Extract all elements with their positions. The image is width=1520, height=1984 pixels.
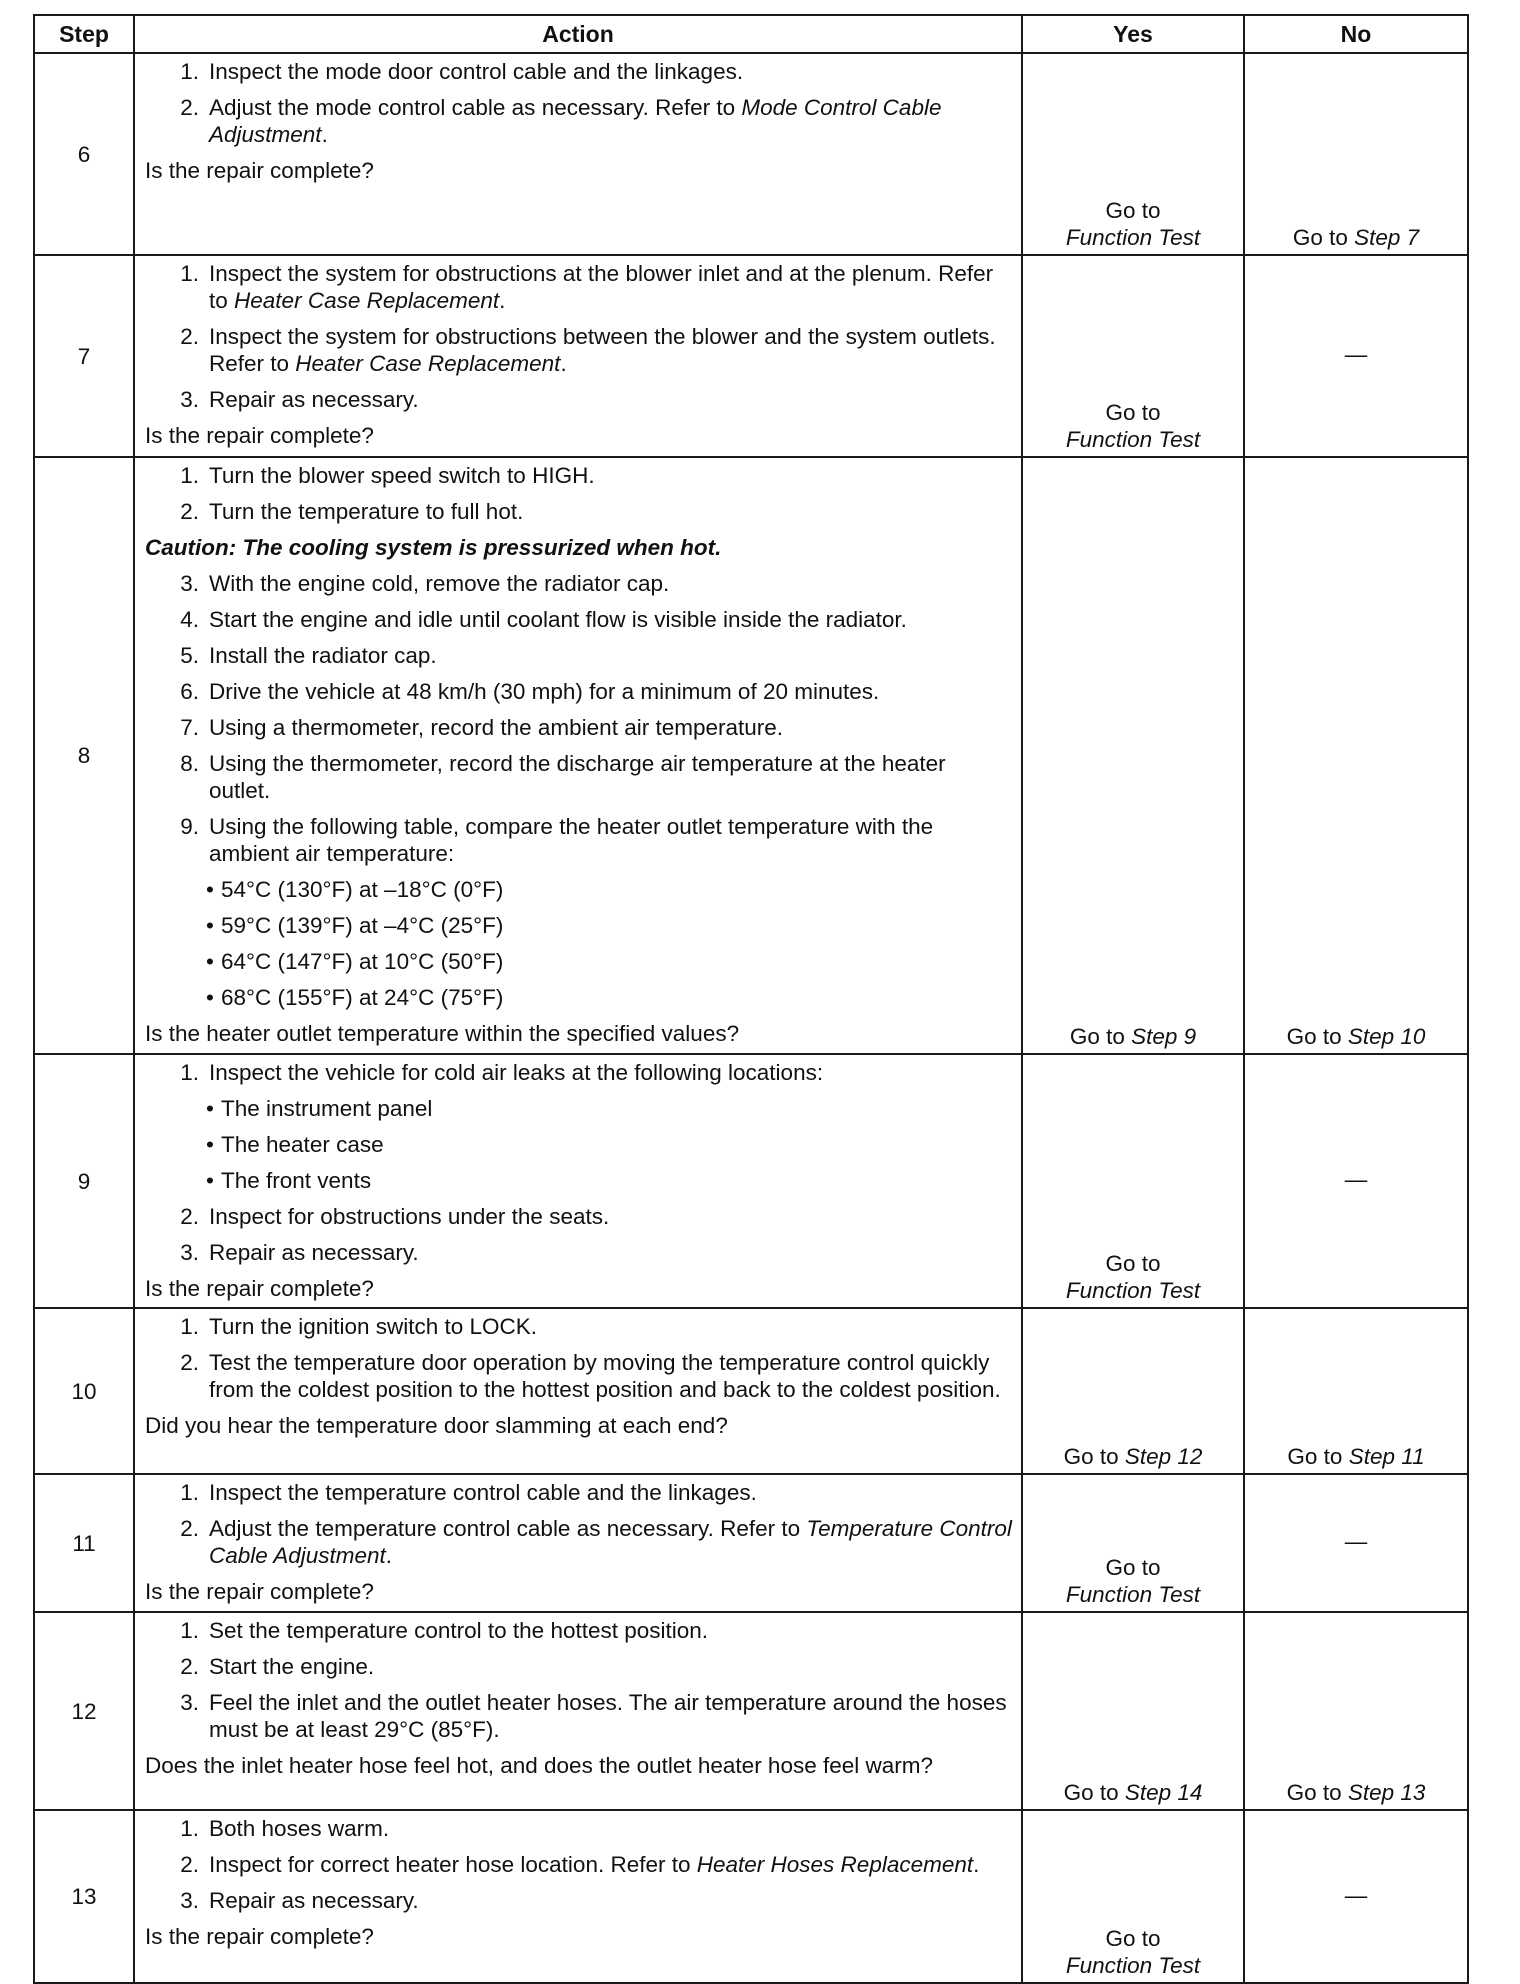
item-text <box>209 813 1013 867</box>
item-after: . <box>385 1543 393 1568</box>
item-body: Using the thermometer, record the discharge air temperature at the heater outlet. <box>209 751 946 803</box>
item-text <box>209 1239 1013 1266</box>
item-number: 2. <box>180 1204 199 1229</box>
item-number: 4. <box>180 607 199 632</box>
item-body: Inspect the system for obstructions between the blower and the system outlets. Refer to <box>209 324 996 376</box>
item-text <box>209 606 1013 633</box>
goto-prefix: Go to <box>1105 400 1161 425</box>
table-row <box>34 1474 1468 1612</box>
bullet-icon: • <box>206 877 214 902</box>
list-item <box>145 570 1013 597</box>
bullet-text: The instrument panel <box>221 1096 433 1121</box>
diagnostic-table <box>33 14 1469 1984</box>
step-question: Is the heater outlet temperature within the specified values? <box>145 1021 740 1046</box>
list-item <box>145 606 1013 633</box>
caution-note: Caution: The cooling system is pressurized when hot. <box>145 535 722 560</box>
list-item <box>145 1815 1013 1842</box>
item-text <box>209 462 1013 489</box>
bullet-icon: • <box>206 1132 214 1157</box>
step-question: Is the repair complete? <box>145 1924 374 1949</box>
step-question: Is the repair complete? <box>145 1579 374 1604</box>
action-cell <box>134 1810 1022 1983</box>
item-body: Start the engine. <box>209 1654 375 1679</box>
no-outcome <box>1244 1474 1468 1612</box>
item-number: 5. <box>180 643 199 668</box>
item-body: Repair as necessary. <box>209 1888 419 1913</box>
goto-prefix: Go to <box>1063 1780 1125 1805</box>
step-number: 11 <box>34 1474 134 1612</box>
bullet-item <box>145 1167 1013 1194</box>
list-item <box>145 462 1013 489</box>
bullet-icon: • <box>206 1168 214 1193</box>
item-body: Inspect the system for obstructions at the blower inlet and at the plenum. Refer to <box>209 261 994 313</box>
item-text <box>209 642 1013 669</box>
item-body: Inspect for correct heater hose location. Refer to <box>209 1852 697 1877</box>
bullet-text: 59°C (139°F) at –4°C (25°F) <box>221 913 504 938</box>
item-text <box>209 498 1013 525</box>
step-question: Is the repair complete? <box>145 423 374 448</box>
goto-target: Step 12 <box>1124 1444 1203 1469</box>
yes-outcome <box>1022 1474 1244 1612</box>
goto-target: Function Test <box>1065 427 1201 452</box>
step-number: 10 <box>34 1308 134 1474</box>
goto-target: Step 14 <box>1124 1780 1203 1805</box>
item-text <box>209 1515 1013 1569</box>
list-item <box>145 1689 1013 1743</box>
item-text <box>209 58 1013 85</box>
bullet-icon: • <box>206 985 214 1010</box>
goto-target: Function Test <box>1065 1953 1201 1978</box>
goto-prefix: Go to <box>1063 1444 1125 1469</box>
item-number: 1. <box>180 261 199 286</box>
item-text <box>209 750 1013 804</box>
table-row <box>34 1810 1468 1983</box>
step-number: 12 <box>34 1612 134 1810</box>
action-cell <box>134 457 1022 1054</box>
goto-target: Step 7 <box>1354 225 1420 250</box>
list-item <box>145 498 1013 525</box>
item-number: 2. <box>180 1516 199 1541</box>
item-number: 3. <box>180 1240 199 1265</box>
yes-outcome <box>1022 1612 1244 1810</box>
item-number: 3. <box>180 1690 199 1715</box>
no-action-dash: — <box>1344 1167 1368 1192</box>
goto-prefix: Go to <box>1286 1024 1348 1049</box>
item-body: Turn the blower speed switch to HIGH. <box>209 463 595 488</box>
item-text <box>209 1887 1013 1914</box>
bullet-text: 68°C (155°F) at 24°C (75°F) <box>221 985 504 1010</box>
table-row <box>34 1054 1468 1308</box>
goto-target: Function Test <box>1065 1582 1201 1607</box>
item-text <box>209 323 1013 377</box>
item-number: 1. <box>180 463 199 488</box>
action-cell <box>134 255 1022 457</box>
list-item <box>145 813 1013 867</box>
list-item <box>145 750 1013 804</box>
item-body: Drive the vehicle at 48 km/h (30 mph) for a minimum of 20 minutes. <box>209 679 880 704</box>
action-cell <box>134 1054 1022 1308</box>
item-body: Both hoses warm. <box>209 1816 390 1841</box>
list-item <box>145 678 1013 705</box>
item-text <box>209 570 1013 597</box>
goto-target: Step 9 <box>1131 1024 1197 1049</box>
step-question: Is the repair complete? <box>145 1276 374 1301</box>
bullet-icon: • <box>206 913 214 938</box>
item-number: 2. <box>180 499 199 524</box>
procedure-reference: Temperature Control Cable Adjustment <box>209 1516 1012 1568</box>
goto-target: Step 11 <box>1348 1444 1425 1469</box>
action-cell <box>134 1308 1022 1474</box>
item-body: Feel the inlet and the outlet heater hoses. The air temperature around the hoses must be at least 29°C (85°F). <box>209 1690 1007 1742</box>
item-body: Install the radiator cap. <box>209 643 437 668</box>
item-after: . <box>499 288 506 313</box>
goto-prefix: Go to <box>1105 1926 1161 1951</box>
bullet-text: 64°C (147°F) at 10°C (50°F) <box>221 949 504 974</box>
item-number: 3. <box>180 571 199 596</box>
bullet-icon: • <box>206 1096 214 1121</box>
header-step: Step <box>34 15 134 53</box>
no-outcome <box>1244 1308 1468 1474</box>
yes-outcome <box>1022 53 1244 255</box>
list-item <box>145 1617 1013 1644</box>
list-item <box>145 642 1013 669</box>
table-row <box>34 255 1468 457</box>
no-action-dash: — <box>1344 342 1368 367</box>
item-body: Inspect the mode door control cable and the linkages. <box>209 59 744 84</box>
header-no: No <box>1244 15 1468 53</box>
no-action-dash: — <box>1344 1529 1368 1554</box>
list-item <box>145 260 1013 314</box>
procedure-reference: Heater Case Replacement <box>234 288 500 313</box>
no-outcome <box>1244 255 1468 457</box>
bullet-item <box>145 984 1013 1011</box>
item-number: 9. <box>180 814 199 839</box>
bullet-item <box>145 1131 1013 1158</box>
goto-prefix: Go to <box>1105 1251 1161 1276</box>
goto-prefix: Go to <box>1286 1780 1348 1805</box>
item-text <box>209 386 1013 413</box>
list-item <box>145 1887 1013 1914</box>
bullet-item <box>145 1095 1013 1122</box>
item-number: 2. <box>180 1350 199 1375</box>
step-number: 8 <box>34 457 134 1054</box>
item-text <box>209 1851 1013 1878</box>
header-action: Action <box>134 15 1022 53</box>
item-number: 3. <box>180 387 199 412</box>
item-body: Repair as necessary. <box>209 1240 419 1265</box>
item-text <box>209 1059 1013 1086</box>
yes-outcome <box>1022 255 1244 457</box>
item-text <box>209 714 1013 741</box>
goto-prefix: Go to <box>1105 1555 1161 1580</box>
goto-target: Function Test <box>1065 225 1201 250</box>
list-item <box>145 1239 1013 1266</box>
step-question: Does the inlet heater hose feel hot, and does the outlet heater hose feel warm? <box>145 1753 934 1778</box>
item-text <box>209 1815 1013 1842</box>
goto-target: Step 13 <box>1347 1780 1426 1805</box>
yes-outcome <box>1022 1308 1244 1474</box>
item-body: Adjust the mode control cable as necessary. Refer to <box>209 95 742 120</box>
item-number: 1. <box>180 1060 199 1085</box>
item-after: . <box>973 1852 980 1877</box>
header-row <box>34 15 1468 53</box>
table-row <box>34 1308 1468 1474</box>
item-number: 1. <box>180 1816 199 1841</box>
item-body: Using the following table, compare the heater outlet temperature with the ambient air temperature: <box>209 814 934 866</box>
action-cell <box>134 1612 1022 1810</box>
goto-prefix: Go to <box>1287 1444 1349 1469</box>
item-number: 2. <box>180 324 199 349</box>
item-body: Set the temperature control to the hottest position. <box>209 1618 709 1643</box>
item-text <box>209 1479 1013 1506</box>
list-item <box>145 1313 1013 1340</box>
item-number: 7. <box>180 715 199 740</box>
goto-prefix: Go to <box>1069 1024 1132 1049</box>
item-number: 1. <box>180 1480 199 1505</box>
list-item <box>145 1203 1013 1230</box>
item-number: 1. <box>180 1618 199 1643</box>
goto-prefix: Go to <box>1105 198 1161 223</box>
item-text <box>209 260 1013 314</box>
item-number: 8. <box>180 751 199 776</box>
list-item <box>145 1479 1013 1506</box>
no-outcome <box>1244 1810 1468 1983</box>
goto-target: Function Test <box>1065 1278 1201 1303</box>
item-body: Turn the temperature to full hot. <box>209 499 524 524</box>
yes-outcome <box>1022 1054 1244 1308</box>
list-item <box>145 94 1013 148</box>
bullet-item <box>145 948 1013 975</box>
item-number: 1. <box>180 59 199 84</box>
step-number: 13 <box>34 1810 134 1983</box>
bullet-item <box>145 876 1013 903</box>
item-body: Start the engine and idle until coolant flow is visible inside the radiator. <box>209 607 907 632</box>
item-number: 1. <box>180 1314 199 1339</box>
bullet-icon: • <box>206 949 214 974</box>
item-body: Using a thermometer, record the ambient air temperature. <box>209 715 784 740</box>
list-item <box>145 1349 1013 1403</box>
item-text <box>209 1349 1013 1403</box>
bullet-text: The heater case <box>221 1132 384 1157</box>
list-item <box>145 1059 1013 1086</box>
step-number: 7 <box>34 255 134 457</box>
item-number: 6. <box>180 679 199 704</box>
step-question: Is the repair complete? <box>145 158 374 183</box>
list-item <box>145 1653 1013 1680</box>
goto-prefix: Go to <box>1292 225 1355 250</box>
bullet-item <box>145 912 1013 939</box>
list-item <box>145 1851 1013 1878</box>
list-item <box>145 714 1013 741</box>
item-text <box>209 94 1013 148</box>
table-row <box>34 457 1468 1054</box>
item-after: . <box>321 122 328 147</box>
no-outcome <box>1244 457 1468 1054</box>
list-item <box>145 386 1013 413</box>
step-question: Did you hear the temperature door slamming at each end? <box>145 1413 728 1438</box>
item-number: 2. <box>180 1654 199 1679</box>
item-body: Repair as necessary. <box>209 387 419 412</box>
list-item <box>145 323 1013 377</box>
item-text <box>209 1313 1013 1340</box>
yes-outcome <box>1022 457 1244 1054</box>
step-number: 6 <box>34 53 134 255</box>
table-row <box>34 1612 1468 1810</box>
step-number: 9 <box>34 1054 134 1308</box>
item-body: Turn the ignition switch to LOCK. <box>209 1314 538 1339</box>
no-action-dash: — <box>1344 1882 1368 1908</box>
item-body: Inspect the temperature control cable and the linkages. <box>209 1480 757 1505</box>
no-outcome <box>1244 53 1468 255</box>
item-after: . <box>560 351 567 376</box>
item-body: Adjust the temperature control cable as necessary. Refer to <box>209 1516 807 1541</box>
procedure-reference: Heater Hoses Replacement <box>696 1852 974 1877</box>
item-number: 3. <box>180 1888 199 1913</box>
procedure-reference: Heater Case Replacement <box>295 351 561 376</box>
list-item <box>145 1515 1013 1569</box>
item-text <box>209 1653 1013 1680</box>
procedure-reference: Mode Control Cable Adjustment <box>209 95 942 147</box>
item-number: 2. <box>180 95 199 120</box>
list-item <box>145 58 1013 85</box>
header-yes: Yes <box>1022 15 1244 53</box>
yes-outcome <box>1022 1810 1244 1983</box>
item-text <box>209 1689 1013 1743</box>
item-number: 2. <box>180 1852 199 1877</box>
item-body: Inspect the vehicle for cold air leaks at the following locations: <box>209 1060 824 1085</box>
goto-target: Step 10 <box>1347 1024 1426 1049</box>
action-cell <box>134 1474 1022 1612</box>
action-cell <box>134 53 1022 255</box>
bullet-text: The front vents <box>221 1168 372 1193</box>
table-row <box>34 53 1468 255</box>
item-body: Inspect for obstructions under the seats. <box>209 1204 610 1229</box>
item-text <box>209 678 1013 705</box>
item-text <box>209 1203 1013 1230</box>
item-text <box>209 1617 1013 1644</box>
no-outcome <box>1244 1612 1468 1810</box>
item-body: With the engine cold, remove the radiator cap. <box>209 571 670 596</box>
no-outcome <box>1244 1054 1468 1308</box>
item-body: Test the temperature door operation by moving the temperature control quickly from the coldest position to the hottest position and back to the coldest position. <box>209 1350 1001 1402</box>
bullet-text: 54°C (130°F) at –18°C (0°F) <box>221 877 504 902</box>
